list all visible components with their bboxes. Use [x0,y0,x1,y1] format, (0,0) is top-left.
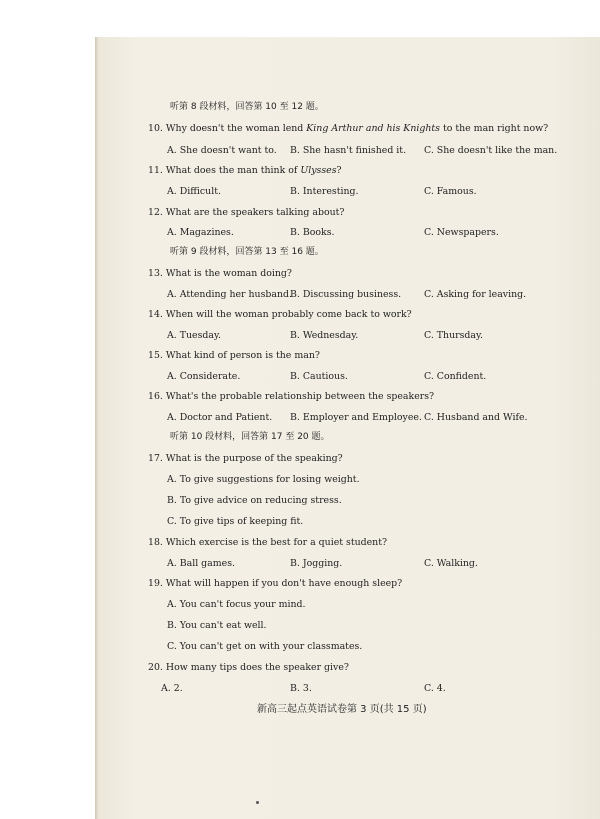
question-13 [148,268,292,279]
question-text: Why doesn't the woman lend [165,123,307,134]
option-b[interactable]: B. Discussing business. [290,289,402,300]
option-a[interactable]: A. Ball games. [167,558,236,569]
option-c[interactable]: C. To give tips of keeping fit. [167,516,304,527]
question-20 [148,662,349,673]
question-number: 20. [148,662,163,673]
option-c[interactable]: C. Thursday. [424,330,484,341]
question-number: 15. [148,350,163,361]
options-18 [148,558,568,570]
question-12 [148,207,344,218]
option-c[interactable]: C. Husband and Wife. [424,412,528,423]
option-c[interactable]: C. Famous. [424,186,477,197]
question-18 [148,537,387,548]
question-number: 11. [148,165,163,176]
option-a[interactable]: A. To give suggestions for losing weight. [167,474,360,485]
option-b[interactable]: B. Wednesday. [290,330,359,341]
question-text: What's the probable relationship between the speakers? [165,391,435,402]
book-title: King Arthur and his Knights [306,123,440,134]
option-c[interactable]: C. You can't get on with your classmates. [167,641,363,652]
question-number: 17. [148,453,163,464]
options-11 [148,186,568,198]
paper-edge-shadow [95,37,99,819]
question-text-end: to the man right now? [439,123,549,134]
question-14 [148,309,412,320]
question-number: 10. [148,123,163,134]
question-16 [148,391,434,402]
question-text: What will happen if you don't have enough sleep? [165,578,403,589]
question-17 [148,453,343,464]
options-20 [148,683,568,695]
option-b[interactable]: B. You can't eat well. [167,620,267,631]
option-b[interactable]: B. Jogging. [290,558,343,569]
question-number: 13. [148,268,163,279]
question-11 [148,165,342,176]
question-text: What are the speakers talking about? [165,207,345,218]
options-16 [148,412,568,424]
options-15 [148,371,568,383]
question-15 [148,350,320,361]
option-a[interactable]: A. 2. [161,683,183,694]
section-heading-8: 听第 8 段材料，回答第 10 至 12 题。 [170,102,324,112]
option-a[interactable]: A. Attending her husband. [167,289,293,300]
option-a[interactable]: A. You can't focus your mind. [167,599,306,610]
question-text-end: ? [336,165,342,176]
option-a[interactable]: A. Tuesday. [167,330,222,341]
options-12 [148,227,568,239]
options-13 [148,289,568,301]
option-a[interactable]: A. Difficult. [167,186,221,197]
option-c[interactable]: C. Newspapers. [424,227,499,238]
question-text: Which exercise is the best for a quiet student? [165,537,388,548]
option-c[interactable]: C. Asking for leaving. [424,289,527,300]
question-number: 12. [148,207,163,218]
ink-dot [256,801,259,804]
question-text: When will the woman probably come back to work? [165,309,412,320]
option-c[interactable]: C. She doesn't like the man. [424,145,558,156]
question-text: What does the man think of [165,165,301,176]
question-number: 19. [148,578,163,589]
option-c[interactable]: C. 4. [424,683,446,694]
option-b[interactable]: B. To give advice on reducing stress. [167,495,342,506]
section-heading-10: 听第 10 段材料，回答第 17 至 20 题。 [170,432,330,442]
option-b[interactable]: B. She hasn't finished it. [290,145,407,156]
question-19 [148,578,402,589]
question-10 [148,123,548,134]
option-a[interactable]: A. Doctor and Patient. [167,412,273,423]
question-number: 18. [148,537,163,548]
option-a[interactable]: A. Considerate. [167,371,241,382]
section-heading-9: 听第 9 段材料，回答第 13 至 16 题。 [170,247,324,257]
question-text: What is the woman doing? [165,268,292,279]
option-c[interactable]: C. Walking. [424,558,478,569]
option-c[interactable]: C. Confident. [424,371,487,382]
option-b[interactable]: B. Employer and Employee. [290,412,422,423]
option-b[interactable]: B. Interesting. [290,186,359,197]
question-text: What kind of person is the man? [165,350,320,361]
question-number: 14. [148,309,163,320]
option-b[interactable]: B. Books. [290,227,335,238]
options-10 [148,145,568,157]
page-footer: 新高三起点英语试卷第 3 页(共 15 页) [257,704,427,715]
question-number: 16. [148,391,163,402]
option-a[interactable]: A. She doesn't want to. [167,145,277,156]
option-b[interactable]: B. 3. [290,683,312,694]
option-a[interactable]: A. Magazines. [167,227,234,238]
option-b[interactable]: B. Cautious. [290,371,348,382]
book-title: Ulysses [300,165,337,176]
question-text: How many tips does the speaker give? [165,662,349,673]
question-text: What is the purpose of the speaking? [165,453,343,464]
options-14 [148,330,568,342]
